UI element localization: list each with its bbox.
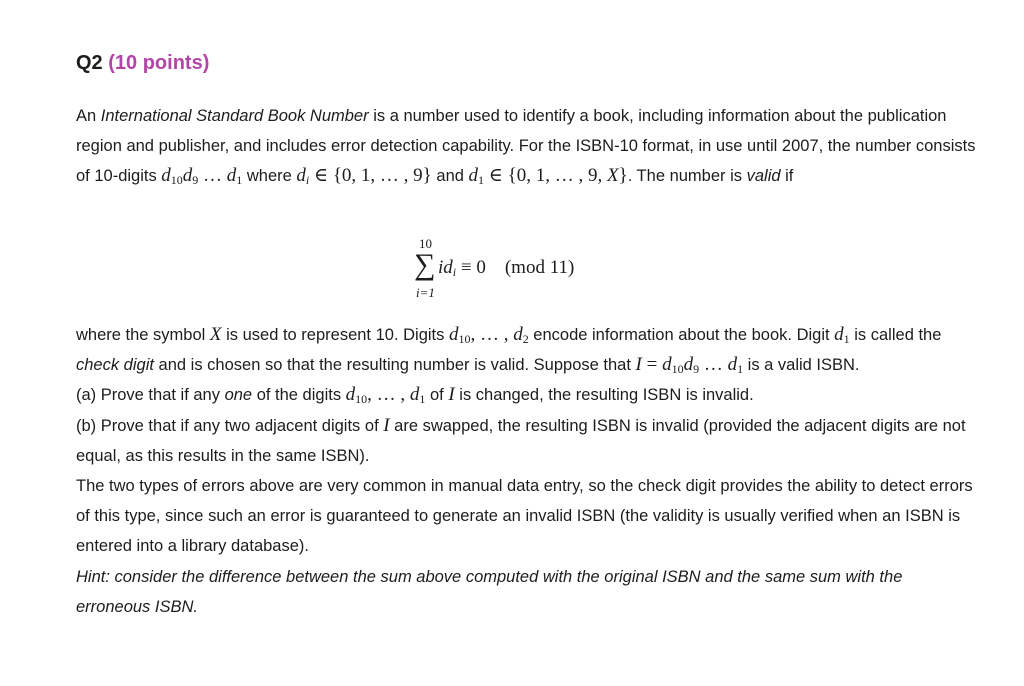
math-digit-range: $d_{10}$, … , $d_1$ — [345, 384, 426, 407]
definition-paragraph: where the symbol X is used to represent 10. Digits $d_{10}$, … , $d_2$ encode information about the book. Digit $d_1$ is called the check digit and is chosen so that the resulting number is valid. Suppose that $I = d_{10}d_9$ … $d_1$ is a valid ISBN. — [76, 324, 942, 377]
isbn-term: International Standard Book Number — [100, 107, 369, 125]
math-digit-set: $d_i$ ∈ {0, 1, … , 9} — [296, 165, 432, 188]
part-a: (a) Prove that if any one of the digits $d_{10}$, … , $d_1$ of I is changed, the resulting ISBN is invalid. — [76, 384, 754, 407]
question-title — [76, 52, 209, 75]
math-isbn-var: I — [448, 384, 455, 406]
sum-upper-limit: 10 — [419, 236, 432, 251]
part-b: (b) Prove that if any two adjacent digits of I are swapped, the resulting ISBN is invalid (provided the adjacent digits are not equal, as this results in the same ISBN). — [76, 414, 966, 465]
validity-equation — [380, 236, 680, 306]
question-label: Q2 — [76, 52, 103, 74]
intro-text: An — [76, 107, 101, 125]
question-points: (10 points) — [108, 52, 210, 74]
math-check-digit-set: $d_1$ ∈ {0, 1, … , 9, X} — [468, 165, 628, 188]
math-digit-range: $d_{10}$, … , $d_2$ — [448, 324, 529, 346]
question-body — [76, 320, 976, 622]
intro-paragraph — [76, 101, 976, 192]
intro-text: is a number used to identify a book, including information about the publication region and publisher, and includes error detection capability. For the ISBN-10 format, in use until 2007, the number consists of 10-digits — [76, 107, 976, 186]
math-isbn-definition: $I = d_{10}d_9$ … $d_1$ — [635, 354, 744, 377]
intro-text: and — [431, 167, 469, 186]
equation-body: $id_i \equiv 0$ (mod 11) — [438, 257, 575, 279]
intro-text: where — [242, 167, 297, 186]
check-digit-term: check digit — [76, 356, 154, 375]
sum-lower-limit: i=1 — [416, 285, 435, 300]
math-digit-sequence: $d_{10}d_9$ … $d_1$ — [161, 165, 243, 188]
math-check-digit: $d_1$ — [834, 324, 850, 346]
valid-term: valid — [746, 167, 781, 186]
math-isbn-var: I — [383, 414, 390, 436]
one-emphasis: one — [224, 386, 253, 405]
hint-paragraph: Hint: consider the difference between the sum above computed with the original ISBN and the same sum with the erroneous ISBN. — [76, 567, 903, 616]
intro-text: if — [780, 167, 794, 186]
intro-text: . The number is — [627, 167, 747, 186]
closing-paragraph: The two types of errors above are very common in manual data entry, so the check digit provides the ability to detect errors of this type, since such an error is guaranteed to generate an invalid ISBN (the validity is usually verified when an ISBN is entered into a library database). — [76, 477, 973, 556]
math-x-symbol: X — [209, 324, 222, 345]
sum-symbol: ∑ — [414, 248, 436, 281]
